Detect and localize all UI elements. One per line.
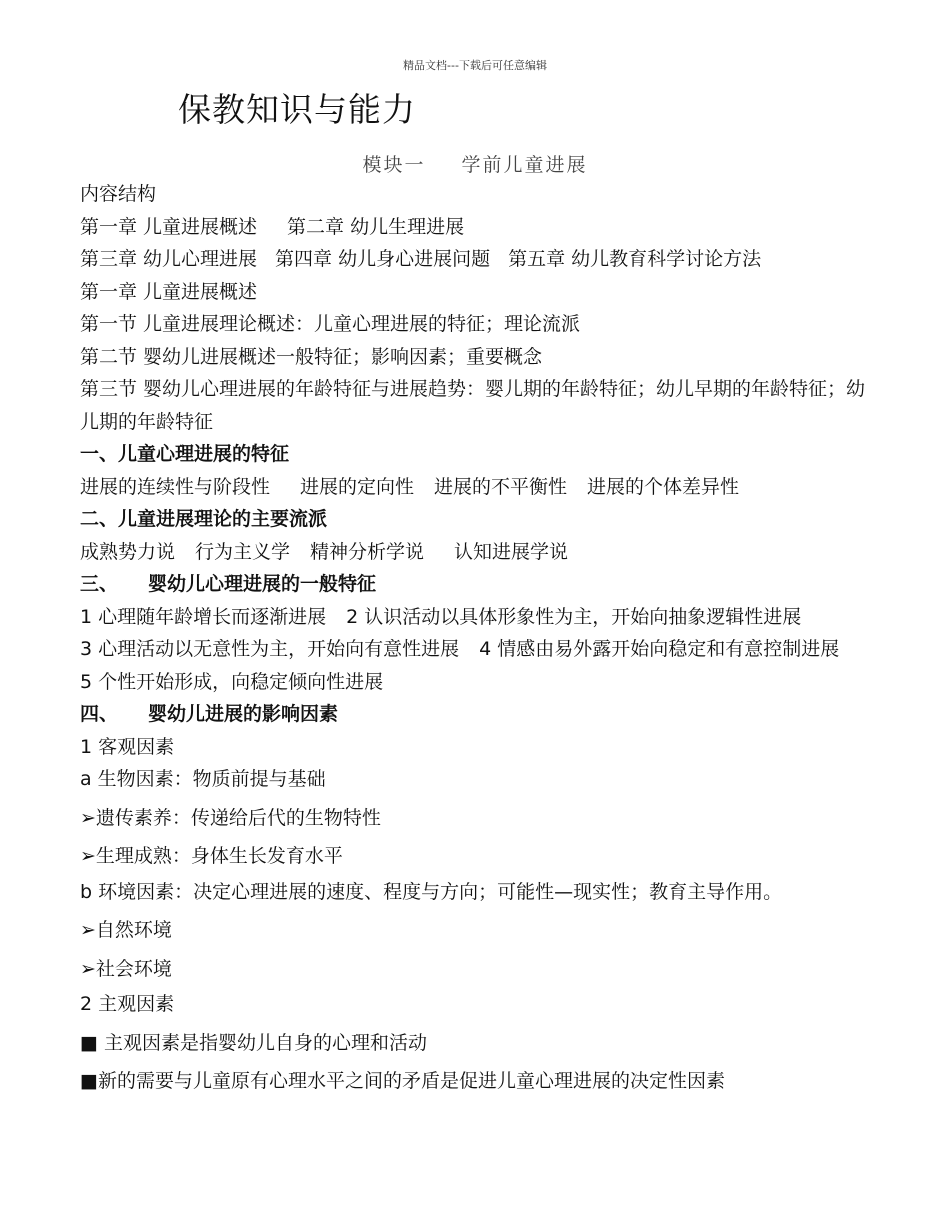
bullet-text: 遗传素养：传递给后代的生物特性 — [95, 806, 381, 829]
general-feature-item: 1 心理随年龄增长而逐渐进展 — [80, 605, 327, 628]
heading-text: 婴幼儿进展的影响因素 — [148, 703, 339, 725]
school-item: 成熟势力说 — [80, 540, 176, 563]
schools-row — [80, 536, 880, 569]
bullet-text: 生理成熟：身体生长发育水平 — [95, 845, 343, 867]
toc-row-2 — [80, 243, 880, 276]
general-feature-item: 2 认识活动以具体形象性为主，开始向抽象逻辑性进展 — [346, 605, 802, 628]
bullet-text: 主观因素是指婴幼儿自身的心理和活动 — [104, 1031, 428, 1054]
feature-item: 进展的不平衡性 — [434, 475, 568, 498]
general-feature-item: 4 情感由易外露开始向稳定和有意控制进展 — [479, 638, 840, 660]
toc-item: 第五章 幼儿教育科学讨论方法 — [508, 248, 762, 270]
arrow-bullet-icon: ➢ — [80, 957, 96, 980]
square-bullet-icon: ■ — [80, 1070, 98, 1092]
features-row — [80, 471, 880, 504]
feature-item: 进展的连续性与阶段性 — [80, 475, 271, 498]
bullet-text: 自然环境 — [95, 919, 172, 941]
bullet-heredity — [80, 802, 880, 835]
general-feature-line — [80, 601, 880, 634]
objective-factors: 1 客观因素 — [80, 735, 175, 758]
heading-1: 一、儿童心理进展的特征 — [80, 443, 290, 465]
square-bullet-line — [80, 1027, 880, 1060]
toc-row-1 — [80, 211, 880, 244]
heading-2: 二、儿童进展理论的主要流派 — [80, 508, 328, 530]
bullet-text: 新的需要与儿童原有心理水平之间的矛盾是促进儿童心理进展的决定性因素 — [97, 1070, 725, 1092]
feature-item: 进展的定向性 — [300, 475, 415, 498]
feature-item: 进展的个体差异性 — [587, 475, 740, 498]
school-item: 行为主义学 — [195, 540, 291, 563]
module-title — [0, 150, 950, 177]
arrow-bullet-icon: ➢ — [80, 919, 96, 941]
heading-text: 婴幼儿心理进展的一般特征 — [148, 573, 377, 595]
environment-factors: b 环境因素：决定心理进展的速度、程度与方向；可能性—现实性；教育主导作用。 — [80, 880, 783, 903]
subjective-factors: 2 主观因素 — [80, 993, 175, 1015]
document-title: 保教知识与能力 — [178, 90, 416, 129]
bullet-maturation — [80, 840, 880, 873]
bullet-text: 社会环境 — [95, 957, 172, 980]
school-item: 精神分析学说 — [310, 540, 425, 563]
heading-4 — [80, 698, 880, 731]
general-feature-item: 3 心理活动以无意性为主，开始向有意性进展 — [80, 638, 460, 660]
toc-item: 第三章 幼儿心理进展 — [80, 248, 258, 270]
biological-factors: a 生物因素：物质前提与基础 — [80, 768, 326, 790]
general-feature-line: 5 个性开始形成，向稳定倾向性进展 — [80, 670, 384, 693]
chapter-heading: 第一章 儿童进展概述 — [80, 280, 258, 303]
toc-item: 第四章 幼儿身心进展问题 — [275, 248, 491, 270]
arrow-bullet-icon: ➢ — [80, 806, 96, 829]
header-note: 精品文档---下载后可任意编辑 — [403, 59, 547, 72]
heading-number: 三、 — [80, 573, 119, 595]
section-line: 第一节 儿童进展理论概述：儿童心理进展的特征；理论流派 — [80, 313, 581, 335]
bullet-natural-environment — [80, 914, 880, 947]
toc-item: 第一章 儿童进展概述 — [80, 215, 258, 238]
arrow-bullet-icon: ➢ — [80, 845, 96, 867]
module-number: 模块一 — [362, 154, 426, 176]
section-line: 第三节 婴幼儿心理进展的年龄特征与进展趋势：婴儿期的年龄特征；幼儿早期的年龄特征；幼儿期的年龄特征 — [80, 378, 866, 433]
general-feature-line — [80, 633, 880, 666]
content-structure-label: 内容结构 — [80, 183, 157, 205]
square-bullet-line — [80, 1065, 880, 1098]
square-bullet-icon: ■ — [80, 1031, 98, 1054]
toc-item: 第二章 幼儿生理进展 — [287, 215, 465, 238]
heading-3 — [80, 568, 880, 601]
document-body — [80, 178, 880, 1101]
module-name: 学前儿童进展 — [461, 154, 588, 176]
section-line: 第二节 婴幼儿进展概述一般特征；影响因素；重要概念 — [80, 345, 543, 368]
school-item: 认知进展学说 — [454, 540, 569, 563]
bullet-social-environment — [80, 953, 880, 986]
heading-number: 四、 — [80, 703, 119, 725]
